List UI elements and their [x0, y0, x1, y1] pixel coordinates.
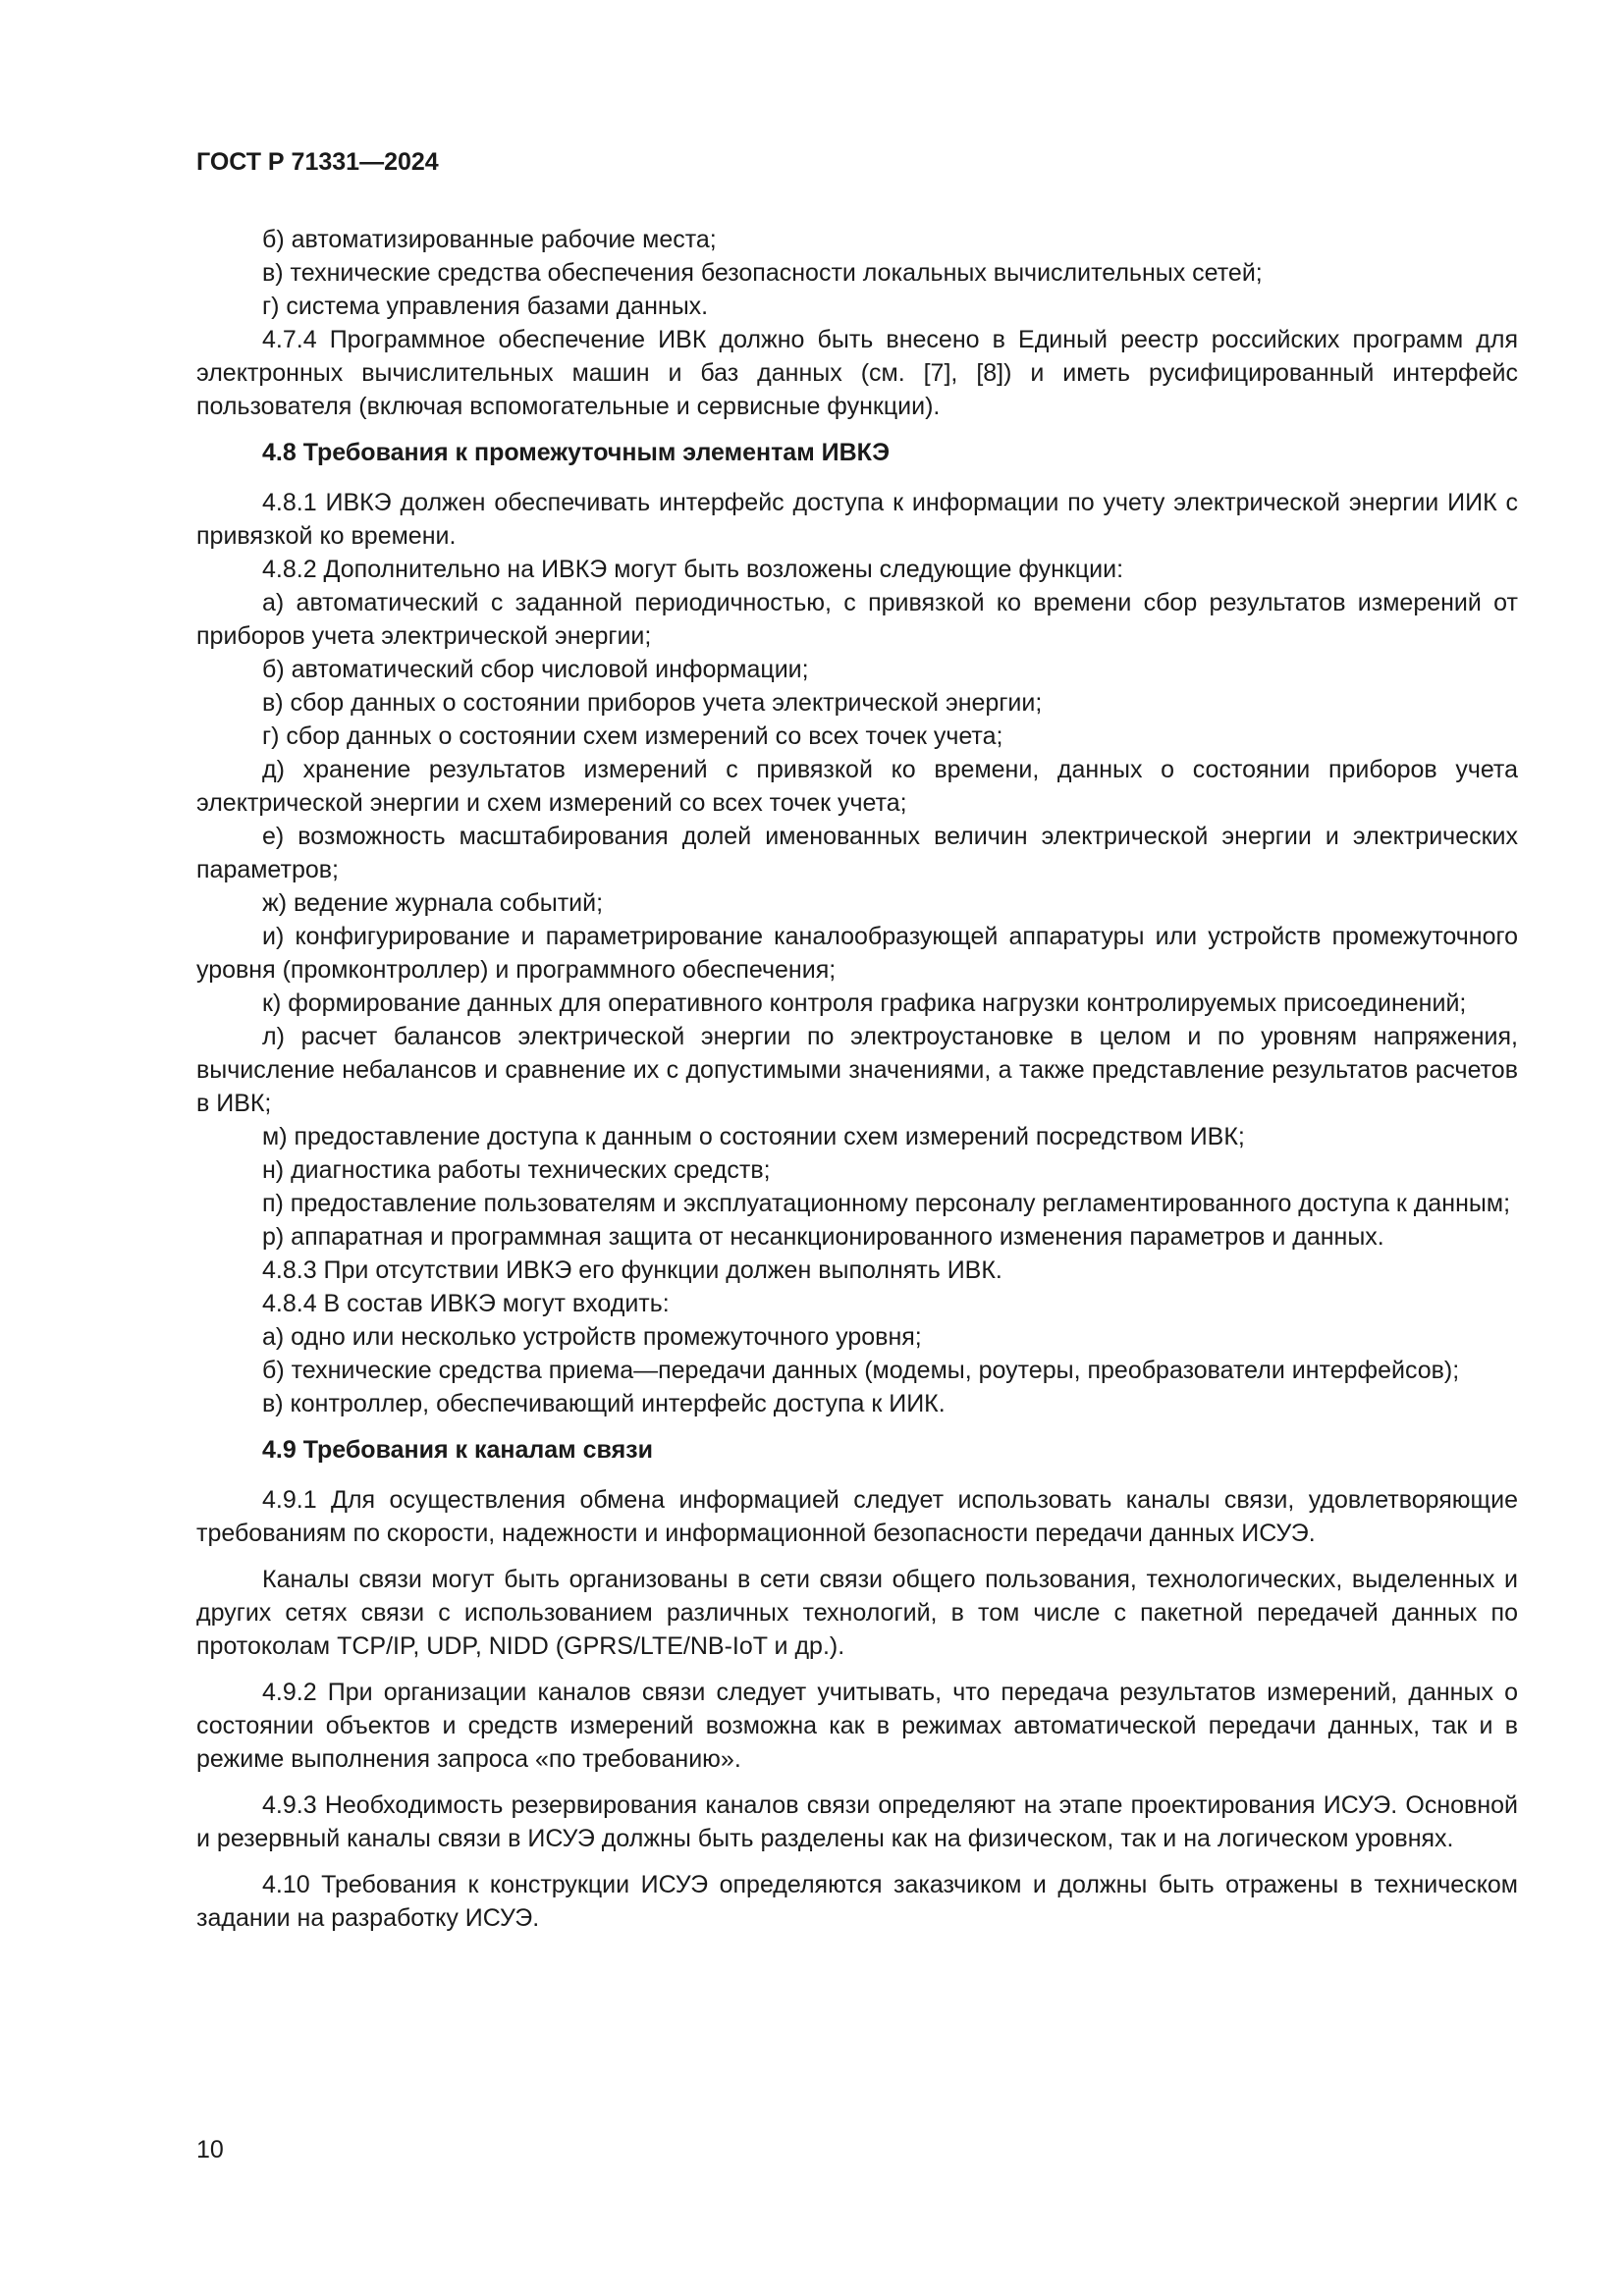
list-item: д) хранение результатов измерений с привязкой ко времени, данных о состоянии приборов учета электрической энергии и схем измерений со всех точек учета; [196, 756, 1518, 817]
document-page [196, 147, 1518, 1935]
list-item: к) формирование данных для оперативного контроля графика нагрузки контролируемых присоединений; [262, 989, 1467, 1017]
clause-4-8-2: 4.8.2 Дополнительно на ИВКЭ могут быть возложены следующие функции: [262, 556, 1124, 583]
list-item: б) автоматический сбор числовой информации; [262, 656, 809, 683]
list-item: б) автоматизированные рабочие места; [262, 226, 717, 253]
list-item: г) система управления базами данных. [262, 293, 709, 320]
list-item: а) одно или несколько устройств промежуточного уровня; [262, 1323, 922, 1351]
clause-4-10: 4.10 Требования к конструкции ИСУЭ определяются заказчиком и должны быть отражены в техническом задании на разработку ИСУЭ. [196, 1871, 1518, 1932]
list-item: в) сбор данных о состоянии приборов учета электрической энергии; [262, 689, 1043, 717]
clause-4-8-4: 4.8.4 В состав ИВКЭ могут входить: [262, 1290, 670, 1317]
clause-4-8-1: 4.8.1 ИВКЭ должен обеспечивать интерфейс доступа к информации по учету электрической энергии ИИК с привязкой ко времени. [196, 489, 1518, 550]
clause-4-9-1: 4.9.1 Для осуществления обмена информацией следует использовать каналы связи, удовлетворяющие требованиям по скорости, надежности и информационной безопасности передачи данных ИСУЭ. [196, 1486, 1518, 1547]
list-item: п) предоставление пользователям и эксплуатационному персоналу регламентированного доступа к данным; [262, 1190, 1511, 1217]
list-item: е) возможность масштабирования долей именованных величин электрической энергии и электрических параметров; [196, 823, 1518, 883]
list-item: в) технические средства обеспечения безопасности локальных вычислительных сетей; [262, 259, 1263, 287]
list-item: ж) ведение журнала событий; [262, 889, 604, 917]
clause-4-8-3: 4.8.3 При отсутствии ИВКЭ его функции должен выполнять ИВК. [262, 1256, 1002, 1284]
clause-4-9-2: 4.9.2 При организации каналов связи следует учитывать, что передача результатов измерений, данных о состоянии объектов и средств измерений возможна как в режимах автоматической передачи данных, так и в режиме выполнения запроса «по требованию». [196, 1679, 1518, 1773]
list-item: б) технические средства приема—передачи данных (модемы, роутеры, преобразователи интерфейсов); [262, 1357, 1460, 1384]
clause-4-9-3: 4.9.3 Необходимость резервирования каналов связи определяют на этапе проектирования ИСУЭ. Основной и резервный каналы связи в ИСУЭ должны быть разделены как на физическом, так и на логическом уровнях. [196, 1791, 1518, 1852]
clause-4-7-4: 4.7.4 Программное обеспечение ИВК должно быть внесено в Единый реестр российских программ для электронных вычислительных машин и баз данных (см. [7], [8]) и иметь русифицированный интерфейс пользователя (включая вспомогательные и сервисные функции). [196, 326, 1518, 420]
document-code-header: ГОСТ Р 71331—2024 [196, 148, 439, 176]
list-item: а) автоматический с заданной периодичностью, с привязкой ко времени сбор результатов измерений от приборов учета электрической энергии; [196, 589, 1518, 650]
list-item: в) контроллер, обеспечивающий интерфейс доступа к ИИК. [262, 1390, 946, 1417]
list-item: г) сбор данных о состоянии схем измерений со всех точек учета; [262, 722, 1003, 750]
list-item: н) диагностика работы технических средств; [262, 1156, 771, 1184]
section-heading-4-8: 4.8 Требования к промежуточным элементам ИВКЭ [262, 439, 891, 466]
section-heading-4-9: 4.9 Требования к каналам связи [262, 1436, 653, 1464]
page-number: 10 [196, 2136, 224, 2163]
list-item: и) конфигурирование и параметрирование каналообразующей аппаратуры или устройств промежуточного уровня (промконтроллер) и программного обеспечения; [196, 923, 1518, 984]
list-item: м) предоставление доступа к данным о состоянии схем измерений посредством ИВК; [262, 1123, 1245, 1150]
list-item: р) аппаратная и программная защита от несанкционированного изменения параметров и данных. [262, 1223, 1384, 1251]
paragraph: Каналы связи могут быть организованы в сети связи общего пользования, технологических, выделенных и других сетях связи с использованием различных технологий, в том числе с пакетной передачей данных по протоколам TCP/IP, UDP, NIDD (GPRS/LTE/NB-IoT и др.). [196, 1566, 1518, 1660]
list-item: л) расчет балансов электрической энергии по электроустановке в целом и по уровням напряжения, вычисление небалансов и сравнение их с допустимыми значениями, а также представление результатов расчетов в ИВК; [196, 1023, 1518, 1117]
